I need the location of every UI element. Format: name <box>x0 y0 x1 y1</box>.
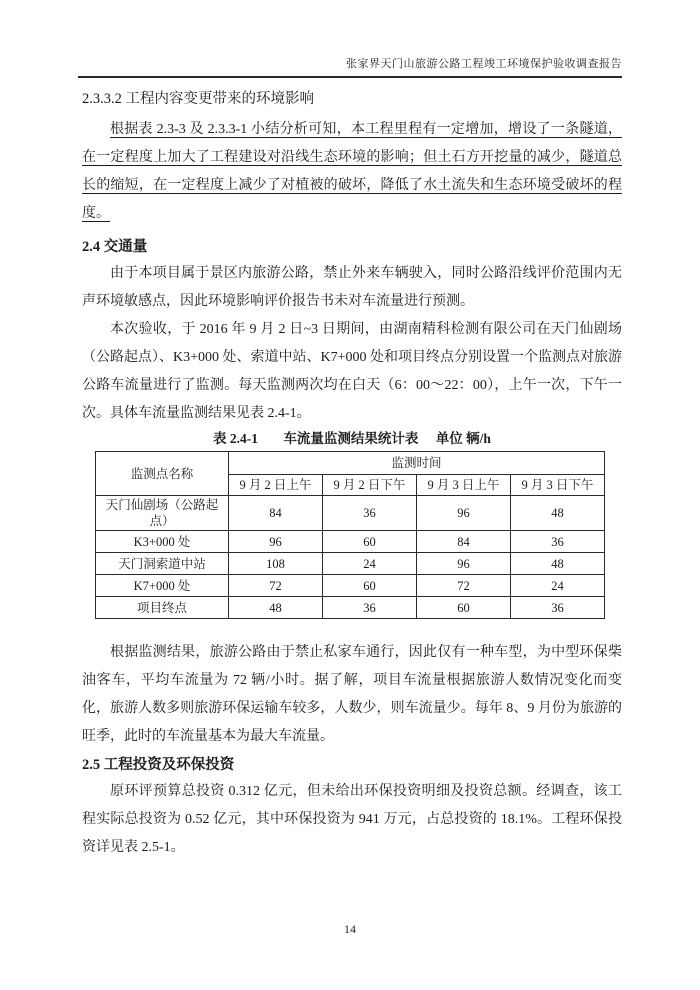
site-cell: 天门仙剧场（公路起点） <box>96 496 229 531</box>
value-cell: 60 <box>417 597 511 619</box>
table-caption <box>82 430 622 448</box>
column-header-time-3: 9 月 3 日上午 <box>417 475 511 496</box>
heading-2-4: 2.4 交通量 <box>82 239 148 255</box>
header-title: 张家界天门山旅游公路工程竣工环境保护验收调查报告 <box>346 58 622 70</box>
value-cell: 60 <box>323 575 417 597</box>
paragraph-investment: 原环评预算总投资 0.312 亿元，但未给出环保投资明细及投资总额。经调查，该工程实际总投资为 0.52 亿元，其中环保投资为 941 万元，占总投资的 18.1%。工程环保投资详见表 2.5-1。 <box>82 784 622 855</box>
value-cell: 36 <box>511 531 605 553</box>
value-cell: 36 <box>511 597 605 619</box>
page-number: 14 <box>344 922 356 936</box>
site-cell: K7+000 处 <box>96 575 229 597</box>
site-cell: K3+000 处 <box>96 531 229 553</box>
value-cell: 84 <box>417 531 511 553</box>
paragraph-traffic-intro: 由于本项目属于景区内旅游公路，禁止外来车辆驶入，同时公路沿线评价范围内无声环境敏感点，因此环境影响评价报告书未对车流量进行预测。 <box>82 266 622 309</box>
table-caption-label: 表 2.4-1 <box>213 431 259 446</box>
site-cell: 天门洞索道中站 <box>96 553 229 575</box>
paragraph-monitoring-setup: 本次验收，于 2016 年 9 月 2 日~3 日期间，由湖南精科检测有限公司在天门仙剧场（公路起点）、K3+000 处、索道中站、K7+000 处和项目终点分别设置一个监测点对旅游公路车流量进行了监测。每天监测两次均在白天（6：00～22：00），上午一次，下午一次。具体车流量监测结果见表 2.4-1。 <box>82 322 623 421</box>
table-row <box>96 553 605 575</box>
table-row <box>96 496 605 531</box>
table-row <box>96 531 605 553</box>
value-cell: 84 <box>229 496 323 531</box>
value-cell: 48 <box>511 496 605 531</box>
column-header-time-4: 9 月 3 日下午 <box>511 475 605 496</box>
value-cell: 48 <box>229 597 323 619</box>
value-cell: 96 <box>417 496 511 531</box>
heading-2-3-3-2: 2.3.3.2 工程内容变更带来的环境影响 <box>82 91 314 107</box>
value-cell: 24 <box>511 575 605 597</box>
site-cell: 项目终点 <box>96 597 229 619</box>
traffic-volume-table <box>95 451 605 619</box>
column-header-time-group: 监测时间 <box>229 452 605 475</box>
table-row <box>96 575 605 597</box>
table-row <box>96 597 605 619</box>
header-rule <box>78 76 622 78</box>
table-caption-title: 车流量监测结果统计表 <box>283 431 419 446</box>
value-cell: 36 <box>323 597 417 619</box>
column-header-site: 监测点名称 <box>96 452 229 496</box>
heading-2-5: 2.5 工程投资及环保投资 <box>82 757 235 773</box>
value-cell: 60 <box>323 531 417 553</box>
value-cell: 24 <box>323 553 417 575</box>
table-header-row-group <box>96 452 605 475</box>
paragraph-change-impact: 根据表 2.3-3 及 2.3.3-1 小结分析可知，本工程里程有一定增加，增设了一条隧道，在一定程度上加大了工程建设对沿线生态环境的影响；但土石方开挖量的减少，隧道总长的缩短，在一定程度上减少了对植被的破坏，降低了水土流失和生态环境受破坏的程度。 <box>82 122 622 221</box>
value-cell: 48 <box>511 553 605 575</box>
value-cell: 72 <box>229 575 323 597</box>
value-cell: 36 <box>323 496 417 531</box>
value-cell: 108 <box>229 553 323 575</box>
page-content <box>82 89 622 862</box>
value-cell: 72 <box>417 575 511 597</box>
value-cell: 96 <box>417 553 511 575</box>
column-header-time-1: 9 月 2 日上午 <box>229 475 323 496</box>
value-cell: 96 <box>229 531 323 553</box>
paragraph-monitoring-results: 根据监测结果，旅游公路由于禁止私家车通行，因此仅有一种车型，为中型环保柴油客车，平均车流量为 72 辆/小时。据了解，项目车流量根据旅游人数情况变化而变化，旅游人数多则旅游环保运输车较多，人数少，则车流量少。每年 8、9 月份为旅游的旺季，此时的车流量基本为最大车流量。 <box>82 645 622 744</box>
column-header-time-2: 9 月 2 日下午 <box>323 475 417 496</box>
table-caption-unit: 单位 辆/h <box>435 431 491 446</box>
